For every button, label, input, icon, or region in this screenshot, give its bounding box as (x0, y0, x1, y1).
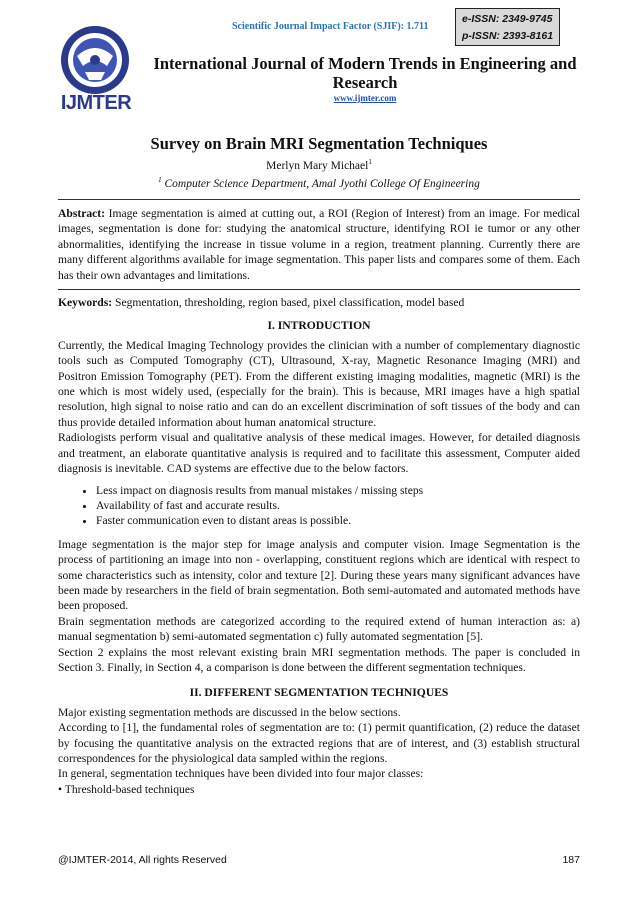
impact-factor: Scientific Journal Impact Factor (SJIF): 1.711 (232, 21, 429, 32)
intro-paragraph-2: Radiologists perform visual and qualitative analysis of these medical images. However, for detailed diagnosis and treatment, an elaborate quantitative analysis is required and to facilitate this assessment, Computer aided diagnosis is inevitable. CAD systems are effective due to the below factors. (58, 431, 580, 476)
journal-title: International Journal of Modern Trends in Engineering and Research (153, 54, 577, 92)
author-superscript: 1 (368, 158, 372, 166)
footer-copyright: @IJMTER-2014, All rights Reserved (58, 854, 227, 866)
section-2-paragraph-2: According to [1], the fundamental roles of segmentation are to: (1) permit quantification, (2) reduce the dataset by focusing the quantitative analysis on the extracted regions that are of interest, and (3) establish structural correspondences for the physiological data sampled within the regions. (58, 721, 580, 765)
keywords (58, 295, 580, 310)
logo-wordmark: IJMTER (60, 92, 132, 114)
header-divider (58, 199, 580, 200)
abstract-divider (58, 289, 580, 290)
journal-url-link[interactable]: www.ijmter.com (333, 93, 397, 103)
paper-title: Survey on Brain MRI Segmentation Techniques (150, 134, 488, 153)
paper-author (0, 158, 638, 172)
abstract-label: Abstract: (58, 207, 106, 220)
list-item: • Availability of fast and accurate results. (96, 498, 580, 513)
section-1-heading: I. INTRODUCTION (267, 319, 371, 333)
abstract-text: Image segmentation is aimed at cutting out, a ROI (Region of Interest) from an image. For medical images, segmentation is done for: studying the anatomical structure, identifying ROI ie tumor or any other abnormalities, identifying the increase in tissue volume in a region, treatment planning. Currently there are many different algorithms available for image segmentation. This paper lists and compares some of them. Each has their own advantages and limitations. (58, 207, 580, 282)
intro-paragraph-1: Currently, the Medical Imaging Technology provides the clinician with a number of complementary diagnostic tools such as Computed Tomography (CT), Ultrasound, X-ray, Magnetic Resonance Imaging (MRI) and Positron Emission Tomography (PET). From the different existing imaging modalities, magnetic (MRI) is the one which is most widely used, (especially for the brain). This is because, MRI images have a high spatial resolution, high signal to noise ratio and can do an excellent discrimination of soft tissues of the body and can thus provide detailed information about human anatomical structure. (58, 338, 580, 429)
abstract (58, 206, 580, 283)
issn-box (455, 8, 560, 46)
intro-paragraph-4: Brain segmentation methods are categorized according to the required extend of human interaction as: a) manual segmentation b) semi-automated segmentation c) fully automated segmentation [5]. (58, 614, 580, 644)
author-name: Merlyn Mary Michael (266, 159, 369, 172)
section-2-paragraph-4: • Threshold-based techniques (58, 782, 195, 796)
page-number: 187 (562, 854, 580, 866)
section-2-paragraph-3: In general, segmentation techniques have been divided into four major classes: (58, 767, 424, 781)
p-issn: p-ISSN: 2393-8161 (462, 30, 554, 42)
e-issn: e-ISSN: 2349-9745 (462, 13, 553, 25)
affiliation-superscript: 1 (158, 176, 162, 184)
list-item: • Less impact on diagnosis results from manual mistakes / missing steps (96, 483, 580, 498)
intro-paragraph-3: Image segmentation is the major step for image analysis and computer vision. Image Segmentation is the process of partitioning an image into non - overlapping, constituent regions which are identical with respect to some characteristics such as intensity, color and texture [2]. During these years many significant advances have been made by researchers in the field of brain segmentation. Both semi-automated and automated methods have been proposed. (58, 537, 580, 613)
section-2-heading: II. DIFFERENT SEGMENTATION TECHNIQUES (189, 686, 449, 700)
section-2-paragraph-1: Major existing segmentation methods are discussed in the below sections. (58, 705, 401, 719)
paper-affiliation (0, 176, 638, 190)
intro-paragraph-5: Section 2 explains the most relevant existing brain MRI segmentation methods. The paper is concluded in Section 3. Finally, in Section 4, a comparison is done between the different segmentation techniques. (58, 645, 580, 674)
keywords-label: Keywords: (58, 296, 113, 310)
list-item: • Faster communication even to distant areas is possible. (96, 513, 580, 528)
affiliation-text: Computer Science Department, Amal Jyothi College Of Engineering (164, 177, 480, 190)
paper-body (58, 206, 580, 797)
keywords-text: Segmentation, thresholding, region based, pixel classification, model based (112, 296, 465, 310)
intro-bullet-list (58, 483, 580, 529)
